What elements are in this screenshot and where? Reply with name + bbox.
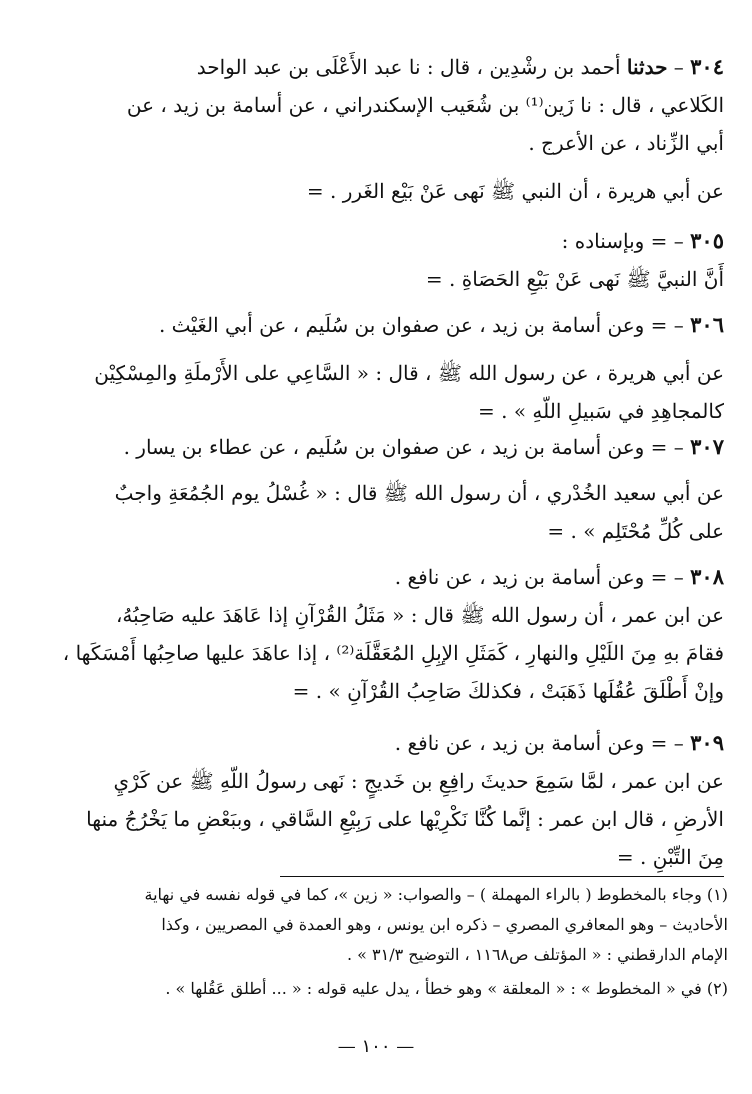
hadith-309-line-1 <box>32 724 724 762</box>
matn-line: عن ابن عمر ، لمَّا سَمِعَ حديثَ رافِعِ بن خَديجٍ : نَهى رسولُ اللّهِ ﷺ عن كَرْيِ <box>113 769 724 793</box>
hadith-307-line-1 <box>32 428 724 466</box>
matn-line: عن ابن عمر ، أن رسول الله ﷺ قال : « مَثَلُ القُرْآنِ إذا عَاهَدَ عليه صَاحِبُهُ، <box>115 603 724 627</box>
footnote-1-line: (١) وجاء بالمخطوط ( بالراء المهملة ) – والصواب: « زين »، كما في قوله نفسه في نهاية <box>144 885 728 904</box>
hadith-309 <box>32 724 724 876</box>
hadith-304 <box>32 48 724 210</box>
hadith-308-line-1 <box>32 558 724 596</box>
hadith-305 <box>32 222 724 298</box>
isnad-text: = وبإسناده : <box>561 229 668 253</box>
matn-line: أَنَّ النبيَّ ﷺ نَهى عَنْ بَيْعِ الحَصَاةِ . = <box>425 267 724 291</box>
matn-line: مِنَ التِّبْنِ . = <box>616 845 724 869</box>
hadith-lead-word: حدثنا <box>626 55 668 79</box>
footnote-2-line: (٢) في « المخطوط » : « المعلقة » وهو خطأ ، يدل عليه قوله : « ... أطلق عَقُلها » . <box>165 979 728 998</box>
isnad-line: أبي الزِّناد ، عن الأعرج . <box>528 131 724 155</box>
hadith-dash: – <box>667 565 691 589</box>
hadith-306-line-1 <box>32 306 724 344</box>
hadith-number: ٣٠٥ <box>690 228 724 253</box>
hadith-dash: – <box>667 731 691 755</box>
matn-line: فقامَ بهِ مِنَ اللَيْلِ والنهارِ ، كَمَثَلِ الإبِلِ المُعَقَّلَة⁽²⁾ ، إذا عاهَدَ عليها صاحِبُها أَمْسَكَها ، <box>62 641 724 665</box>
hadith-308 <box>32 558 724 710</box>
hadith-307 <box>32 428 724 550</box>
page-number: — ١٠٠ — <box>337 1036 415 1057</box>
hadith-number: ٣٠٦ <box>690 312 724 337</box>
isnad-text: أحمد بن رشْدِين ، قال : نا عبد الأَعْلَى بن عبد الواحد <box>196 55 627 79</box>
footnote-1-line: الإمام الدارقطني : « المؤتلف ص١١٦٨ ، التوضيح ٣١/٣ » . <box>346 945 728 964</box>
hadith-306 <box>32 306 724 430</box>
isnad-line: الكَلاعي ، قال : نا زَين⁽¹⁾ بن شُعَيب الإسكندراني ، عن أسامة بن زيد ، عن <box>126 93 724 117</box>
matn-line: كالمجاهِدِ في سَبيلِ اللّهِ » . = <box>477 399 724 423</box>
matn-line: وإنْ أَطْلَقَ عُقُلَها ذَهَبَتْ ، فكذلكَ صَاحِبُ القُرْآنِ » . = <box>292 679 724 703</box>
footnote-divider <box>280 876 724 877</box>
matn-line: عن أبي هريرة ، أن النبي ﷺ نَهى عَنْ بَيْع الغَرر . = <box>306 179 724 203</box>
matn-line: عن أبي سعيد الخُدْري ، أن رسول الله ﷺ قال : « غُسْلُ يوم الجُمُعَةِ واجبٌ <box>114 481 724 505</box>
isnad-text: = وعن أسامة بن زيد ، عن صفوان بن سُلَيم ، عن أبي الغَيْث . <box>158 313 668 337</box>
matn-line: على كُلِّ مُحْتَلِم » . = <box>547 519 724 543</box>
matn-line: عن أبي هريرة ، عن رسول الله ﷺ ، قال : « السَّاعِي على الأَرْملَةِ والمِسْكِيْن <box>94 361 724 385</box>
footnote-1-line: الأحاديث – وهو المعافري المصري – ذكره ابن يونس ، وهو العمدة في المصريين ، وكذا <box>161 915 728 934</box>
hadith-dash: – <box>667 55 691 79</box>
hadith-number: ٣٠٨ <box>690 564 724 589</box>
hadith-305-line-1 <box>32 222 724 260</box>
hadith-dash: – <box>667 313 691 337</box>
footnotes <box>28 880 728 1004</box>
isnad-text: = وعن أسامة بن زيد ، عن صفوان بن سُلَيم ، عن عطاء بن يسار . <box>123 435 668 459</box>
hadith-dash: – <box>667 229 691 253</box>
hadith-number: ٣٠٧ <box>690 434 724 459</box>
hadith-304-line-1 <box>32 48 724 86</box>
hadith-dash: – <box>667 435 691 459</box>
matn-line: الأرضِ ، قال ابن عمر : إنَّما كُنَّا نَكْرِيْها على رَبِيْعِ السَّاقي ، وببَعْضِ ما يَخْرُجُ منها <box>86 807 724 831</box>
isnad-text: = وعن أسامة بن زيد ، عن نافع . <box>394 731 668 755</box>
isnad-text: = وعن أسامة بن زيد ، عن نافع . <box>394 565 668 589</box>
hadith-number: ٣٠٩ <box>690 730 724 755</box>
hadith-number: ٣٠٤ <box>690 54 724 79</box>
